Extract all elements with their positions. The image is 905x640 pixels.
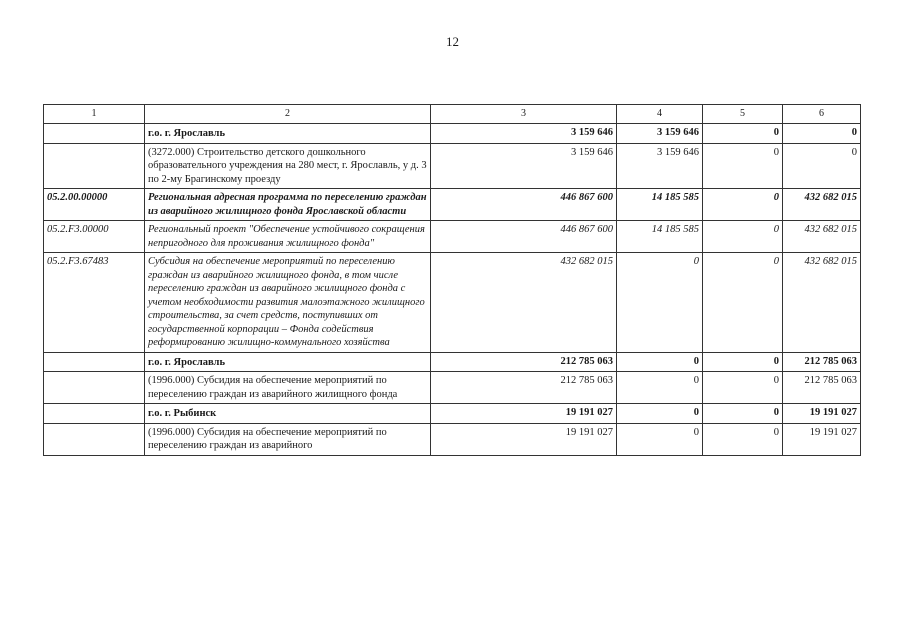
header-row	[44, 105, 861, 124]
amount-cell-5: 0	[703, 404, 783, 424]
code-cell	[44, 423, 145, 455]
amount-cell-5: 0	[703, 124, 783, 144]
amount-cell-4: 0	[617, 253, 703, 353]
amount-cell-5: 0	[703, 143, 783, 189]
code-cell	[44, 143, 145, 189]
amount-cell-3: 446 867 600	[431, 189, 617, 221]
code-cell: 05.2.00.00000	[44, 189, 145, 221]
amount-cell-3: 212 785 063	[431, 372, 617, 404]
name-cell: Региональный проект "Обеспечение устойчивого сокращения непригодного для проживания жилищного фонда"	[145, 221, 431, 253]
amount-cell-5: 0	[703, 221, 783, 253]
table-row	[44, 221, 861, 253]
column-header-6: 6	[783, 105, 861, 124]
amount-cell-5: 0	[703, 189, 783, 221]
table-row	[44, 372, 861, 404]
amount-cell-5: 0	[703, 352, 783, 372]
column-header-1: 1	[44, 105, 145, 124]
name-cell: (1996.000) Субсидия на обеспечение мероприятий по переселению граждан из аварийного	[145, 423, 431, 455]
code-cell	[44, 404, 145, 424]
table-row	[44, 423, 861, 455]
amount-cell-3: 19 191 027	[431, 404, 617, 424]
amount-cell-3: 3 159 646	[431, 143, 617, 189]
amount-cell-4: 3 159 646	[617, 124, 703, 144]
amount-cell-4: 14 185 585	[617, 189, 703, 221]
amount-cell-4: 14 185 585	[617, 221, 703, 253]
amount-cell-6: 432 682 015	[783, 221, 861, 253]
name-cell: (1996.000) Субсидия на обеспечение мероприятий по переселению граждан из аварийного жилищного фонда	[145, 372, 431, 404]
column-header-5: 5	[703, 105, 783, 124]
amount-cell-6: 19 191 027	[783, 423, 861, 455]
column-header-4: 4	[617, 105, 703, 124]
amount-cell-6: 432 682 015	[783, 189, 861, 221]
amount-cell-4: 0	[617, 372, 703, 404]
page-number: 12	[446, 34, 459, 49]
name-cell: г.о. г. Ярославль	[145, 124, 431, 144]
amount-cell-6: 212 785 063	[783, 352, 861, 372]
amount-cell-5: 0	[703, 253, 783, 353]
table-row	[44, 143, 861, 189]
amount-cell-4: 0	[617, 404, 703, 424]
amount-cell-3: 432 682 015	[431, 253, 617, 353]
table-row	[44, 404, 861, 424]
amount-cell-3: 19 191 027	[431, 423, 617, 455]
name-cell: (3272.000) Строительство детского дошкольного образовательного учреждения на 280 мест, г. Ярославль, у д. 3 по 2-му Брагинскому проезду	[145, 143, 431, 189]
code-cell	[44, 352, 145, 372]
table-row	[44, 124, 861, 144]
amount-cell-3: 446 867 600	[431, 221, 617, 253]
name-cell: г.о. г. Рыбинск	[145, 404, 431, 424]
table-row	[44, 253, 861, 353]
code-cell: 05.2.F3.67483	[44, 253, 145, 353]
amount-cell-5: 0	[703, 372, 783, 404]
amount-cell-6: 0	[783, 124, 861, 144]
amount-cell-6: 0	[783, 143, 861, 189]
budget-table	[43, 104, 861, 456]
amount-cell-3: 212 785 063	[431, 352, 617, 372]
code-cell	[44, 372, 145, 404]
amount-cell-4: 3 159 646	[617, 143, 703, 189]
column-header-2: 2	[145, 105, 431, 124]
amount-cell-4: 0	[617, 423, 703, 455]
code-cell: 05.2.F3.00000	[44, 221, 145, 253]
table-row	[44, 189, 861, 221]
amount-cell-5: 0	[703, 423, 783, 455]
name-cell: Региональная адресная программа по переселению граждан из аварийного жилищного фонда Ярославской области	[145, 189, 431, 221]
amount-cell-6: 432 682 015	[783, 253, 861, 353]
column-header-3: 3	[431, 105, 617, 124]
table-row	[44, 352, 861, 372]
amount-cell-3: 3 159 646	[431, 124, 617, 144]
amount-cell-4: 0	[617, 352, 703, 372]
name-cell: Субсидия на обеспечение мероприятий по переселению граждан из аварийного жилищного фонда, в том числе переселению граждан из аварийного жилищного фонда с учетом необходимости развития малоэтажного жилищного строительства, за счет средств, поступивших от государственной корпорации – Фонда содействия реформированию жилищно-коммунального хозяйства	[145, 253, 431, 353]
amount-cell-6: 19 191 027	[783, 404, 861, 424]
amount-cell-6: 212 785 063	[783, 372, 861, 404]
code-cell	[44, 124, 145, 144]
name-cell: г.о. г. Ярославль	[145, 352, 431, 372]
